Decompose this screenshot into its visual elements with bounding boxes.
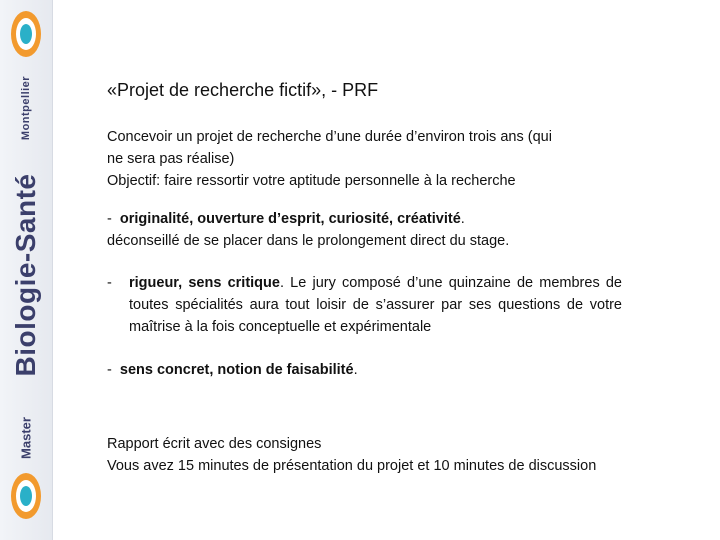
logo-icon (9, 470, 43, 522)
bullet-bold-text: rigueur, sens critique (129, 275, 280, 291)
bullet-dash: - (107, 362, 112, 378)
bullet-bold-text: sens concret, notion de faisabilité (119, 362, 354, 378)
footer-line: Vous avez 15 minutes de présentation du projet et 10 minutes de discussion (107, 458, 597, 474)
intro-line: Objectif: faire ressortir votre aptitude personnelle à la recherche (107, 173, 516, 189)
logo-icon (9, 8, 43, 60)
bullet-bold-text: originalité, ouverture d’esprit, curiosité, créativité (119, 211, 461, 227)
footer-line: Rapport écrit avec des consignes (107, 436, 322, 452)
bullet-originalite (107, 208, 465, 230)
slide-title: «Projet de recherche fictif», - PRF (107, 80, 379, 100)
intro-line: Concevoir un projet de recherche d’une durée d’environ trois ans (qui (107, 129, 552, 145)
intro-line: ne sera pas réalise) (107, 151, 235, 167)
sidebar-branding (0, 0, 53, 540)
bullet-continuation: déconseillé de se placer dans le prolongement direct du stage. (107, 233, 510, 249)
brand-montpellier: Montpellier (20, 75, 32, 141)
bullet-concret (107, 359, 358, 381)
bullet-dash: - (107, 211, 112, 227)
brand-master: Master (18, 417, 34, 459)
bullet-body-text: . Le jury composé d’une quinzaine de membres de toutes spécialités aura tout loisir de s’assurer par ses questions de votre maîtrise à la fois conceptuelle et expérimentale (129, 275, 622, 335)
bullet-suffix: . (353, 362, 358, 378)
bullet-dash: - (107, 275, 112, 291)
bullet-suffix: . (460, 211, 465, 227)
brand-biologie-sante: Biologie-Santé (10, 173, 41, 377)
